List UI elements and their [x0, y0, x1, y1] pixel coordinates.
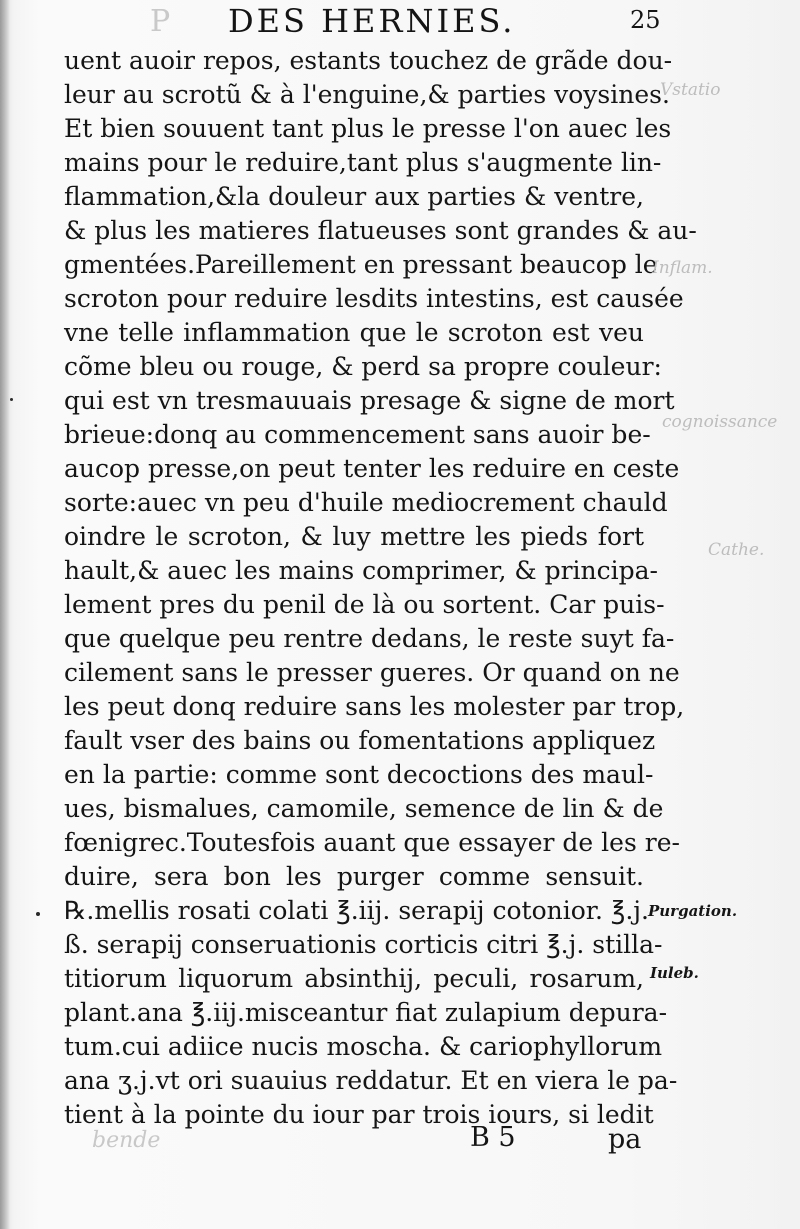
text-line: en la partie: comme sont decoctions des maul- [64, 760, 654, 789]
text-line: tient à la pointe du iour par trois iours, si ledit [64, 1100, 654, 1129]
margin-bleed-note: Inflam. [652, 258, 713, 278]
text-line: fœnigrec.Toutesfois auant que essayer de les re- [64, 828, 680, 857]
ink-speck [36, 912, 40, 916]
text-line: brieue:donq au commencement sans auoir be- [64, 420, 651, 449]
text-line: duire, sera bon les purger comme sensuit. [64, 862, 644, 891]
text-line: leur au scrotũ & à l'enguine,& parties voysines. [64, 80, 670, 109]
text-line: titiorum liquorum absinthij, peculi, rosarum, [64, 964, 644, 993]
text-line: cõme bleu ou rouge, & perd sa propre couleur: [64, 352, 662, 381]
margin-note-purgation: Purgation. [648, 902, 738, 920]
text-line: tum.cui adiice nucis moscha. & cariophyllorum [64, 1032, 663, 1061]
margin-note-iuleb: Iuleb. [650, 964, 699, 982]
text-line: les peut donq reduire sans les molester par trop, [64, 692, 685, 721]
signature-mark: B 5 [470, 1122, 516, 1153]
text-line: Et bien souuent tant plus le presse l'on auec les [64, 114, 672, 143]
text-line: que quelque peu rentre dedans, le reste suyt fa- [64, 624, 675, 653]
text-line: mains pour le reduire,tant plus s'augmente lin- [64, 148, 662, 177]
catchword: pa [608, 1124, 642, 1155]
margin-bleed-note: Cathe. [708, 540, 765, 560]
text-line: flammation,&la douleur aux parties & ventre, [64, 182, 644, 211]
page-number: 25 [630, 6, 661, 34]
margin-bleed-note: Vstatio [660, 80, 721, 100]
text-line: sorte:auec vn peu d'huile mediocrement chauld [64, 488, 668, 517]
text-line: ana ʒ.j.vt ori suauius reddatur. Et en viera le pa- [64, 1066, 678, 1095]
text-line: plant.ana ℥.iij.misceantur fiat zulapium depura- [64, 998, 668, 1027]
text-line: aucop presse,on peut tenter les reduire en ceste [64, 454, 680, 483]
text-line: ℞.mellis rosati colati ℥.iij. serapij cotonior. ℥.j. [64, 896, 649, 925]
bottom-bleed-note: bende [92, 1128, 161, 1153]
text-line: oindre le scroton, & luy mettre les pieds fort [64, 522, 644, 551]
text-line: vne telle inflammation que le scroton est veu [64, 318, 644, 347]
ink-speck [10, 398, 13, 401]
page-header [150, 2, 661, 46]
text-line: gmentées.Pareillement en pressant beaucop le [64, 250, 658, 279]
text-line: & plus les matieres flatueuses sont grandes & au- [64, 216, 697, 245]
text-line: qui est vn tresmauuais presage & signe de mort [64, 386, 675, 415]
page-edge-shadow [0, 0, 10, 1229]
text-line: uent auoir repos, estants touchez de grãde dou- [64, 46, 673, 75]
text-line: cilement sans le presser gueres. Or quand on ne [64, 658, 680, 687]
text-line: fault vser des bains ou fomentations appliquez [64, 726, 656, 755]
text-line: lement pres du penil de là ou sortent. Car puis- [64, 590, 665, 619]
text-line: ues, bismalues, camomile, semence de lin & de [64, 794, 664, 823]
page-footer [0, 1122, 800, 1172]
margin-bleed-note: cognoissance [662, 412, 778, 432]
header-bleed-through: P [150, 4, 173, 39]
text-line: ß. serapij conseruationis corticis citri ℥.j. stilla- [64, 930, 663, 959]
running-title: DES HERNIES. [228, 2, 516, 40]
text-line: scroton pour reduire lesdits intestins, est causée [64, 284, 684, 313]
text-line: hault,& auec les mains comprimer, & principa- [64, 556, 659, 585]
